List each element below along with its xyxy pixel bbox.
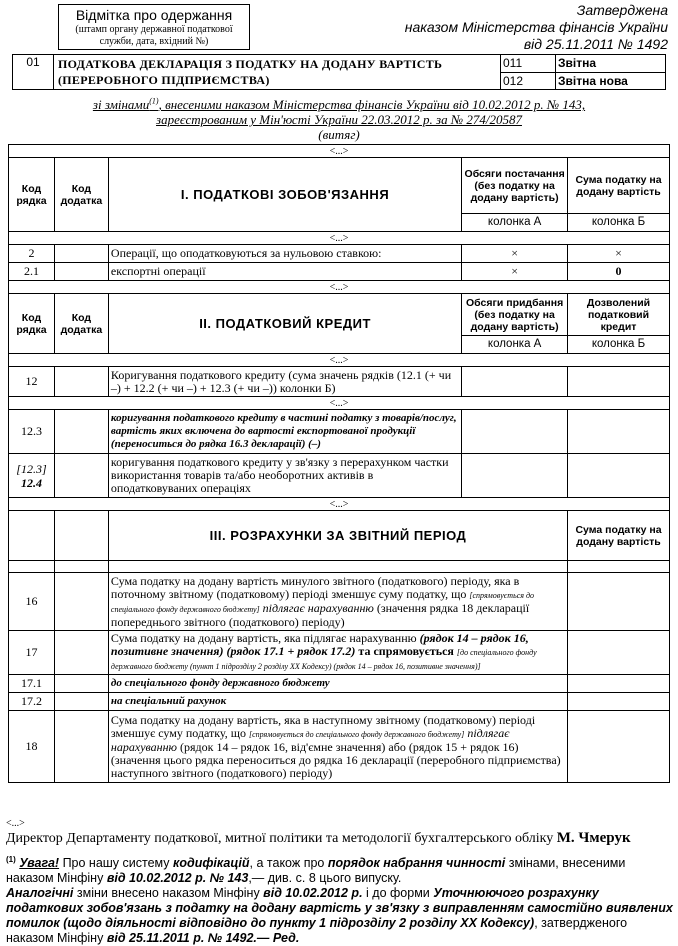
row-text: коригування податкового кредиту у зв'язку з перерахунком частки використання товарів та/або необоротних активів в оподатковуваних операціях	[108, 454, 461, 498]
value-cell-b: ×	[568, 245, 670, 263]
approval-line-2: наказом Міністерства фінансів України	[404, 19, 668, 35]
value-cell[interactable]	[568, 693, 670, 711]
ellipsis-row: <...>	[9, 354, 670, 367]
ellipsis-row: <...>	[9, 232, 670, 245]
row-text: до спеціального фонду державного бюджету	[108, 675, 567, 693]
value-cell[interactable]	[568, 573, 670, 631]
section2-col-b-label: колонка Б	[568, 336, 670, 354]
row-code: 12.4	[20, 475, 42, 490]
value-cell-a: ×	[462, 263, 568, 281]
row-text: Сума податку на додану вартість, яка в наступному звітному (податковому) періоді зменшує суму податку, що [спрямовується до спеціального фонду державного бюджету] підлягає нарахуванню (рядок 14 – рядок 16, від'ємне значення) або (рядок 15 + рядок 16) (значення цього рядка переноситься до рядка 16 декларації (переробного підприємства) наступного звітного (податкового) періоду)	[108, 711, 567, 783]
row-text: Сума податку на додану вартість, яка підлягає нарахуванню (рядок 14 – рядок 16, позитивне значення) (рядок 17.1 + рядок 17.2) та спрямовується [до спеціального фонду державного бюджету (пункт 1 підрозділу 2 розділу XX Кодексу) (рядок 14 – рядок 16, позитивне значення)]	[108, 631, 567, 675]
section2-col-b-header: Дозволений податковий кредит	[568, 294, 670, 336]
row-code: 2	[9, 245, 55, 263]
value-cell[interactable]	[568, 631, 670, 675]
type-code-011: 011	[501, 55, 556, 73]
declaration-table	[8, 144, 670, 783]
section1-col-a-label: колонка А	[462, 214, 568, 232]
signature-name: М. Чмерук	[556, 830, 631, 846]
section2-col-a-header: Обсяги придбання (без податку на додану вартість)	[462, 294, 568, 336]
annex-cell[interactable]	[54, 367, 108, 397]
amendment-line-2: зареєстрованим у Мін'юсті України 22.03.2012 р. за № 274/20587	[156, 112, 522, 128]
type-code-012: 012	[501, 72, 556, 90]
annex-cell[interactable]	[54, 631, 108, 675]
annex-cell[interactable]	[54, 410, 108, 454]
stamp-note: (штамп органу державної податкової служби, дата, вхідний №)	[75, 24, 233, 47]
row-code: 12	[9, 367, 55, 397]
section1-title: І. ПОДАТКОВІ ЗОБОВ'ЯЗАННЯ	[108, 158, 461, 232]
annex-cell[interactable]	[54, 711, 108, 783]
table-row	[9, 367, 670, 397]
value-cell[interactable]	[568, 711, 670, 783]
stamp-title: Відмітка про одержання	[75, 7, 233, 23]
row-code: 2.1	[9, 263, 55, 281]
declaration-header	[12, 54, 666, 90]
row-text: Коригування податкового кредиту (сума значень рядків (12.1 (+ чи –) + 12.2 (+ чи –) + 12.3 (+ чи –)) колонки Б)	[108, 367, 461, 397]
value-cell-a[interactable]	[462, 367, 568, 397]
value-cell-b: 0	[568, 263, 670, 281]
table-row	[9, 631, 670, 675]
annex-cell[interactable]	[54, 675, 108, 693]
ellipsis-end: <...>	[6, 818, 25, 829]
value-cell-b[interactable]	[568, 454, 670, 498]
row-code: 12.3	[9, 410, 55, 454]
value-cell-a: ×	[462, 245, 568, 263]
row-code: 18	[9, 711, 55, 783]
ellipsis-row: <...>	[9, 145, 670, 158]
extract-label: (витяг)	[318, 127, 360, 143]
row-code: 17.2	[9, 693, 55, 711]
annex-cell[interactable]	[54, 245, 108, 263]
amendment-prefix: зі змінами	[92, 97, 150, 113]
section3-annex-header	[54, 511, 108, 561]
row-code: 16	[9, 573, 55, 631]
section1-col-b-label: колонка Б	[568, 214, 670, 232]
row-text: коригування податкового кредиту в частині податку з товарів/послуг, вартість яких включена до вартості експортованої продукції (переноситься до рядка 16.3 декларації) (–)	[108, 410, 461, 454]
table-row	[9, 410, 670, 454]
section2-title: ІІ. ПОДАТКОВИЙ КРЕДИТ	[108, 294, 461, 354]
footnote-attention: Увага!	[19, 856, 60, 871]
amendment-note	[0, 94, 678, 142]
row-text: на спеціальний рахунок	[108, 693, 567, 711]
signature-position: Директор Департаменту податкової, митної політики та методології бухгалтерського обліку	[6, 831, 554, 846]
row-code: 17.1	[9, 675, 55, 693]
section1-col-a-header: Обсяги постачання (без податку на додану вартість)	[462, 158, 568, 214]
table-row	[9, 454, 670, 498]
section2-code-header: Код рядка	[9, 294, 55, 354]
section3-title: ІІІ. РОЗРАХУНКИ ЗА ЗВІТНИЙ ПЕРІОД	[108, 511, 567, 561]
annex-cell[interactable]	[54, 693, 108, 711]
ellipsis-row: <...>	[9, 281, 670, 294]
section1-code-header: Код рядка	[9, 158, 55, 232]
table-row	[9, 245, 670, 263]
row-code: 17	[9, 631, 55, 675]
approval-line-3: від 25.11.2011 № 1492	[523, 36, 668, 52]
section1-annex-header: Код додатка	[54, 158, 108, 232]
declaration-title: ПОДАТКОВА ДЕКЛАРАЦІЯ З ПОДАТКУ НА ДОДАНУ ВАРТІСТЬ (ПЕРЕРОБНОГО ПІДПРИЄМСТВА)	[54, 55, 501, 90]
type-label-reporting[interactable]: Звітна	[556, 55, 666, 73]
annex-cell[interactable]	[54, 454, 108, 498]
table-row	[9, 573, 670, 631]
signature-line	[6, 830, 674, 847]
row-text: Операції, що оподатковуються за нульовою ставкою:	[108, 245, 461, 263]
row-text: Сума податку на додану вартість минулого звітного (податкового) періоду, яка в поточному звітному (податковому) періоді зменшує суму податку, що [спрямовується до спеціального фонду державного бюджету] підлягає нарахуванню (значення рядка 18 декларації попереднього звітного (податкового) періоду)	[108, 573, 567, 631]
section1-col-b-header: Сума податку на додану вартість	[568, 158, 670, 214]
row-code-old: [12.3]	[16, 461, 47, 476]
value-cell-b[interactable]	[568, 367, 670, 397]
section3-code-header	[9, 511, 55, 561]
form-code: 01	[13, 55, 54, 90]
approval-block	[405, 2, 668, 53]
section2-col-a-label: колонка А	[462, 336, 568, 354]
annex-cell[interactable]	[54, 573, 108, 631]
annex-cell[interactable]	[54, 263, 108, 281]
amendment-line-1: , внесеними наказом Міністерства фінансів України від 10.02.2012 р. № 143,	[158, 97, 586, 113]
row-text: експортні операції	[108, 263, 461, 281]
section3-col-header: Сума податку на додану вартість	[568, 511, 670, 561]
value-cell-b[interactable]	[568, 410, 670, 454]
table-row	[9, 675, 670, 693]
amendment-footnote-mark: (1)	[149, 97, 159, 106]
value-cell-a[interactable]	[462, 454, 568, 498]
table-row	[9, 263, 670, 281]
approval-line-1: Затверджена	[576, 2, 668, 18]
value-cell[interactable]	[568, 675, 670, 693]
value-cell-a[interactable]	[462, 410, 568, 454]
footnote-mark: (1)	[6, 855, 16, 864]
table-row	[9, 711, 670, 783]
table-row	[9, 693, 670, 711]
section2-annex-header: Код додатка	[54, 294, 108, 354]
receipt-stamp-box	[58, 4, 250, 50]
type-label-reporting-new[interactable]: Звітна нова	[556, 72, 666, 90]
ellipsis-row: <...>	[9, 498, 670, 511]
footnote: $^{(1)}$ Увага! Про нашу систему кодифікацій, а також про порядок набрання чинності змінами, внесеними наказом Мінфіну від 10.02.2012 р. № 143,— див. с. 8 цього випуску. Аналогічні зміни внесено наказом Мінфіну від 10.02.2012 р. і до форми Уточнюючого розрахунку податкових зобов'язань з податку на додану вартість у зв'язку з виправленням самостійно виявлених помилок (щодо діяльності відповідно до пункту 1 підрозділу 2 розділу XX Кодексу), затвердженого наказом Мінфіну від 25.11.2011 р. № 1492.— Ред.	[6, 855, 673, 946]
ellipsis-row: <...>	[9, 397, 670, 410]
